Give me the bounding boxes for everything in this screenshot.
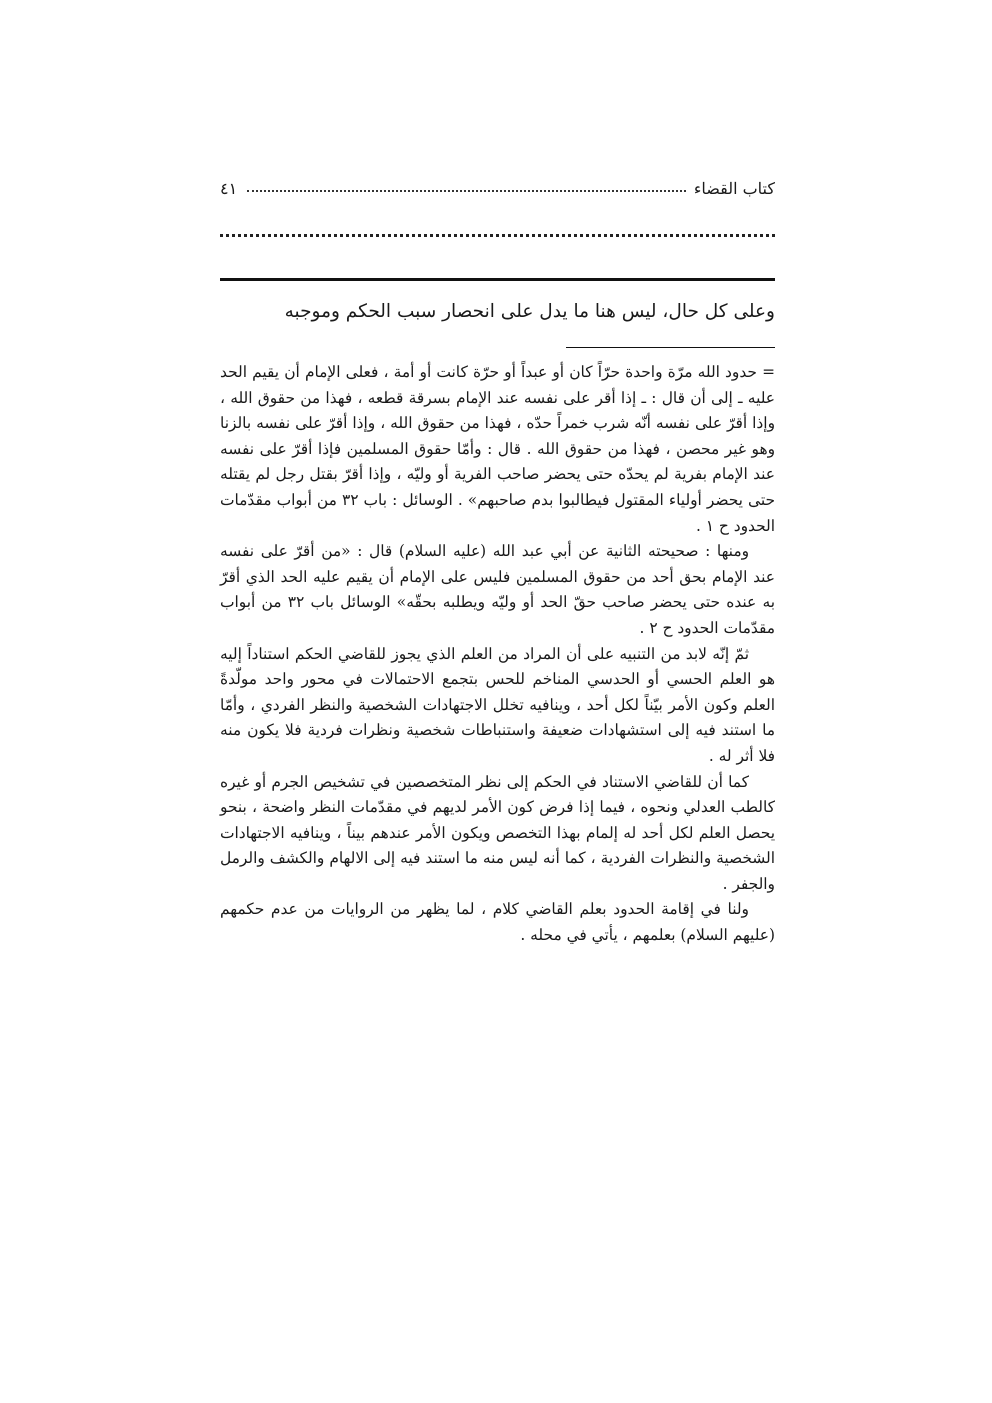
page-number: ٤١ <box>220 179 238 198</box>
running-title: كتاب القضاء <box>693 179 775 198</box>
footnote-separator <box>566 347 775 348</box>
footnotes <box>220 360 775 949</box>
dotted-divider <box>220 234 775 237</box>
running-header <box>220 174 775 198</box>
footnote-paragraph: = حدود الله مرّة واحدة حرّاً كان أو عبداً أو حرّة كانت أو أمة ، فعلى الإمام أن يقيم الحد عليه ـ إلى أن قال : ـ إذا أقر على نفسه عند الإمام بسرقة قطعه ، فهذا من حقوق الله ، وإذا أقرّ على نفسه أنّه شرب خمراً حدّه ، فهذا من حقوق الله ، وإذا أقرّ على نفسه بالزنا وهو غير محصن ، فهذا من حقوق الله . قال : وأمّا حقوق المسلمين فإذا أقرّ على نفسه عند الإمام بفرية لم يحدّه حتى يحضر صاحب الفرية أو وليّه ، وإذا أقرّ بقتل رجل لم يقتله حتى يحضر أولياء المقتول فيطالبوا بدم صاحبهم» . الوسائل : باب ٣٢ من أبواب مقدّمات الحدود ح ١ . <box>220 363 775 535</box>
book-page <box>220 0 775 1403</box>
footnote-paragraph: ولنا في إقامة الحدود بعلم القاضي كلام ، لما يظهر من الروايات من عدم حكمهم (عليهم السلام) بعلمهم ، يأتي في محله . <box>220 900 775 945</box>
dot-leader <box>247 190 686 192</box>
footnote-paragraph: كما أن للقاضي الاستناد في الحكم إلى نظر المتخصصين في تشخيص الجرم أو غيره كالطب العدلي ونحوه ، فيما إذا فرض كون الأمر لديهم في مقدّمات النظر واضحة ، بنحو يحصل العلم لكل أحد له إلمام بهذا التخصص ويكون الأمر عندهم بيناً ، وينافيه الاجتهادات الشخصية والنظرات الفردية ، كما أنه ليس منه ما استند فيه إلى الالهام والكشف والرمل والجفر . <box>220 772 775 893</box>
main-text: وعلى كل حال، ليس هنا ما يدل على انحصار سبب الحكم وموجبه <box>284 301 775 322</box>
footnote-paragraph: ثمّ إنّه لابد من التنبيه على أن المراد من العلم الذي يجوز للقاضي الحكم استناداً إليه هو العلم الحسي أو الحدسي المناخم للحس بتجمع الاحتمالات في محور واحد مولّدةً العلم وكون الأمر بيّناً لكل أحد ، وينافيه تخلل الاجتهادات الشخصية والنظر الفردي ، وأمّا ما استند فيه إلى استشهادات ضعيفة واستنباطات شخصية ونظرات فردية فلا يكون منه فلا أثر له . <box>220 644 775 765</box>
solid-divider <box>220 278 775 281</box>
footnote-paragraph: ومنها : صحيحته الثانية عن أبي عبد الله (عليه السلام) قال : «من أقرّ على نفسه عند الإمام بحق أحد من حقوق المسلمين فليس على الإمام أن يقيم عليه الحد الذي أقرّ به عنده حتى يحضر صاحب حقّ الحد أو وليّه ويطلبه بحقّه» الوسائل باب ٣٢ من أبواب مقدّمات الحدود ح ٢ . <box>220 542 775 637</box>
